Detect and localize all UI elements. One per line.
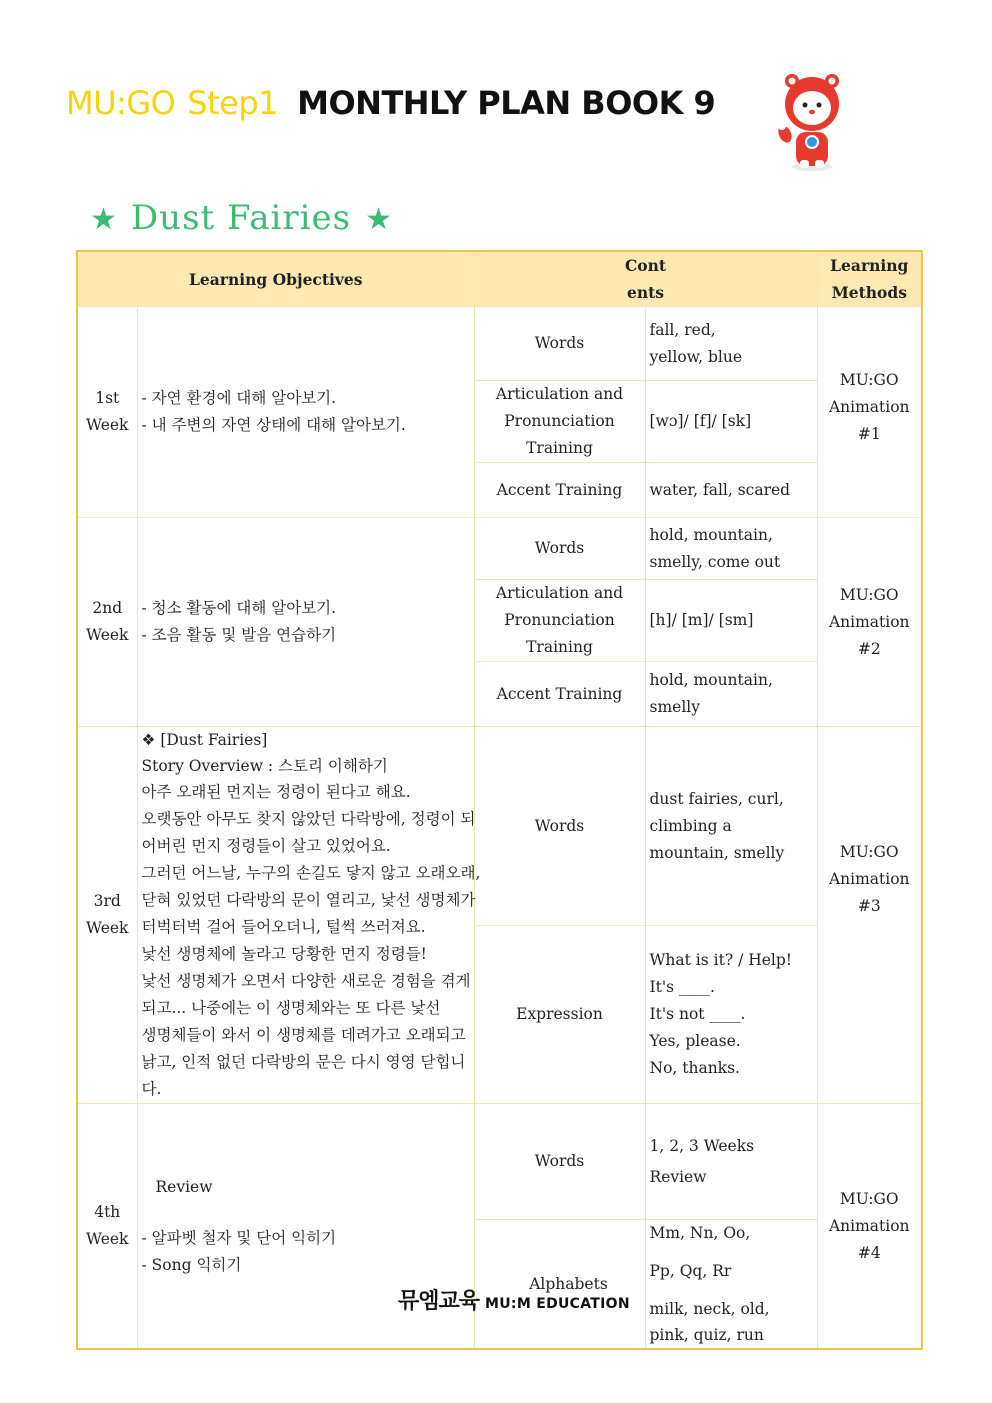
monthly-plan-table xyxy=(76,250,923,1350)
table-row xyxy=(77,307,922,381)
content-value: Mm, Nn, Oo, Pp, Qq, Rr milk, neck, old, pink, quiz, run xyxy=(645,1220,817,1350)
table-row xyxy=(77,727,922,926)
content-type: Words xyxy=(474,307,645,381)
content-type: Accent Training xyxy=(474,662,645,727)
content-value: What is it? / Help! It's ____. It's not ____. Yes, please. No, thanks. xyxy=(645,926,817,1104)
week-1-objectives: - 자연 환경에 대해 알아보기. - 내 주변의 자연 상태에 대해 알아보기. xyxy=(137,307,474,518)
content-value: [wɔ]/ [f]/ [sk] xyxy=(645,381,817,463)
week-2-objectives: - 청소 활동에 대해 알아보기. - 조음 활동 및 발음 연습하기 xyxy=(137,518,474,727)
table-row xyxy=(77,518,922,580)
week-4-label: 4th Week xyxy=(77,1104,137,1350)
week-4-method: MU:GO Animation #4 xyxy=(817,1104,922,1350)
mascot-character-image xyxy=(776,70,848,174)
content-type: Accent Training xyxy=(474,463,645,518)
footer-logo-english: MU:M EDUCATION xyxy=(485,1296,630,1312)
content-value: fall, red, yellow, blue xyxy=(645,307,817,381)
week-3-method: MU:GO Animation #3 xyxy=(817,727,922,1104)
content-value: [h]/ [m]/ [sm] xyxy=(645,580,817,662)
star-icon-right: ★ xyxy=(365,202,393,237)
content-value: hold, mountain, smelly xyxy=(645,662,817,727)
content-value: dust fairies, curl, climbing a mountain, smelly xyxy=(645,727,817,926)
content-type: Alphabets xyxy=(474,1220,645,1350)
content-value: 1, 2, 3 Weeks Review xyxy=(645,1104,817,1220)
week-3-label: 3rd Week xyxy=(77,727,137,1104)
page-title: MONTHLY PLAN BOOK 9 xyxy=(297,84,716,122)
footer-logo xyxy=(398,1284,630,1315)
content-type: Expression xyxy=(474,926,645,1104)
header-contents: Cont ents xyxy=(474,251,817,307)
story-title: Dust Fairies xyxy=(130,198,352,238)
story-overview-label: Story Overview : 스토리 이해하기 xyxy=(141,757,388,775)
content-type: Words xyxy=(474,1104,645,1220)
content-type: Words xyxy=(474,727,645,926)
week-4-objectives: Review - 알파벳 철자 및 단어 익히기 - Song 익히기 xyxy=(137,1104,474,1350)
table-row xyxy=(77,1104,922,1220)
header-learning-methods: Learning Methods xyxy=(817,251,922,307)
table-header-row xyxy=(77,251,922,307)
review-label: Review xyxy=(155,1177,213,1196)
footer-logo-korean: 뮤엠교육 xyxy=(398,1289,480,1314)
week-1-method: MU:GO Animation #1 xyxy=(817,307,922,518)
week-3-story-overview: ❖ [Dust Fairies] Story Overview : 스토리 이해하기 아주 오래된 먼지는 정령이 된다고 해요. 오랫동안 아무도 찾지 않았던 다락방에, 정령이 되 어버린 먼지 정령들이 살고 있었어요. 그러던 어느날, 누구의 손길도 닿지 않고 오래오래, 닫혀 있었던 다락방의 문이 열리고, 낯선 생명체가 터벅터벅 걸어 들어오더니, 털썩 쓰러져요. 낯선 생명체에 놀라고 당황한 먼지 정령들! 낯선 생명체가 오면서 다양한 새로운 경험을 겪게 되고... 나중에는 이 생명체와는 또 다른 낯선 생명체들이 와서 이 생명체를 데려가고 오래되고 낡고, 인적 없던 다락방의 문은 다시 영영 닫힙니 다. xyxy=(137,727,474,1104)
week-2-method: MU:GO Animation #2 xyxy=(817,518,922,727)
section-title xyxy=(90,198,392,238)
star-icon-left: ★ xyxy=(90,202,117,237)
week-1-label: 1st Week xyxy=(77,307,137,518)
brand-step: Step1 xyxy=(187,84,279,122)
page-header xyxy=(66,84,715,134)
week-2-label: 2nd Week xyxy=(77,518,137,727)
story-heading: ❖ [Dust Fairies] xyxy=(141,731,268,749)
content-type: Articulation and Pronunciation Training xyxy=(474,580,645,662)
content-type: Articulation and Pronunciation Training xyxy=(474,381,645,463)
content-value: water, fall, scared xyxy=(645,463,817,518)
brand-name: MU:GO xyxy=(66,84,176,122)
content-value: hold, mountain, smelly, come out xyxy=(645,518,817,580)
content-type: Words xyxy=(474,518,645,580)
header-learning-objectives: Learning Objectives xyxy=(77,251,474,307)
